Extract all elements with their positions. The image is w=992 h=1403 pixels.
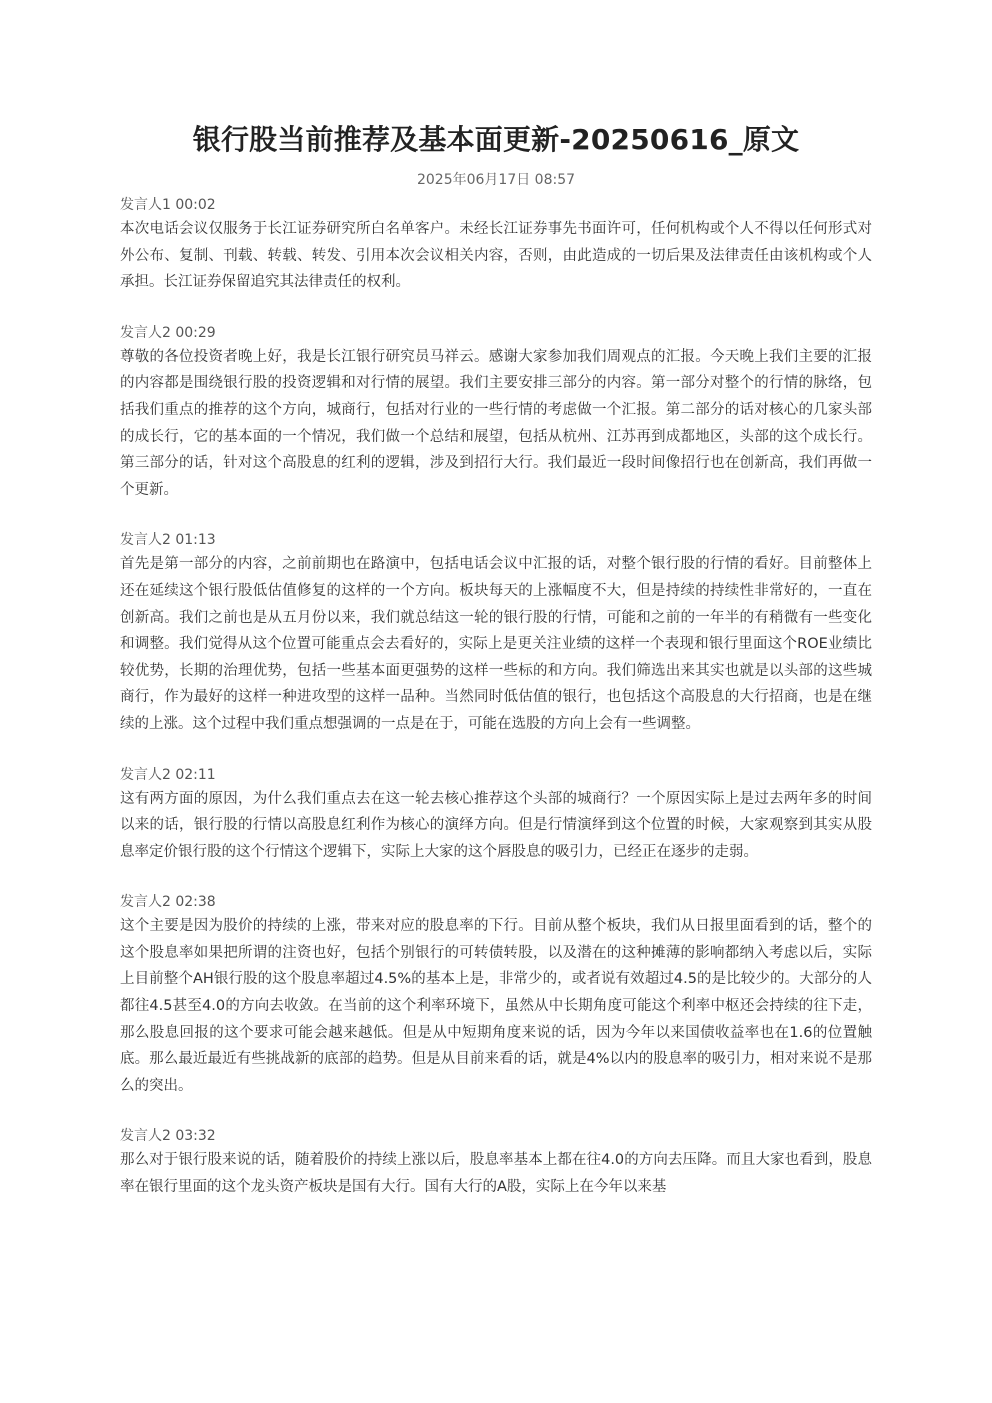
segment-text: 尊敬的各位投资者晚上好，我是长江银行研究员马祥云。感谢大家参加我们周观点的汇报。今天晚上我们主要的汇报的内容都是围绕银行股的投资逻辑和对行情的展望。我们主要安排三部分的内容。第一部分对整个的行情的脉络，包括我们重点的推荐的这个方向，城商行，包括对行业的一些行情的考虑做一个汇报。第二部分的话对核心的几家头部的成长行，它的基本面的一个情况，我们做一个总结和展望，包括从杭州、江苏再到成都地区，头部的这个成长行。第三部分的话，针对这个高股息的红利的逻辑，涉及到招行大行。我们最近一段时间像招行也在创新高，我们再做一个更新。 [120, 348, 872, 498]
segment-text: 首先是第一部分的内容，之前前期也在路演中，包括电话会议中汇报的话，对整个银行股的行情的看好。目前整体上还在延续这个银行股低估值修复的这样的一个方向。板块每天的上涨幅度不大，但是持续的持续性非常好的，一直在创新高。我们之前也是从五月份以来，我们就总结这一轮的银行股的行情，可能和之前的一年半的有稍微有一些变化和调整。我们觉得从这个位置可能重点会去看好的，实际上是更关注业绩的这样一个表现和银行里面这个ROE业绩比较优势，长期的治理优势，包括一些基本面更强势的这样一些标的和方向。我们筛选出来其实也就是以头部的这些城商行，作为最好的这样一种进攻型的这样一品种。当然同时低估值的银行，也包括这个高股息的大行招商，也是在继续的上涨。这个过程中我们重点想强调的一点是在于，可能在选股的方向上会有一些调整。 [120, 556, 872, 732]
segment-text: 这个主要是因为股价的持续的上涨，带来对应的股息率的下行。目前从整个板块，我们从日报里面看到的话，整个的这个股息率如果把所谓的注资也好，包括个别银行的可转债转股，以及潜在的这种摊薄的影响都纳入考虑以后，实际上目前整个AH银行股的这个股息率超过4.5%的基本上是，非常少的，或者说有效超过4.5的是比较少的。大部分的人都往4.5甚至4.0的方向去收敛。在当前的这个利率环境下，虽然从中长期角度可能这个利率中枢还会持续的往下走，那么股息回报的这个要求可能会越来越低。但是从中短期角度来说的话，因为今年以来国债收益率也在1.6的位置触底。那么最近最近有些挑战新的底部的趋势。但是从目前来看的话，就是4%以内的股息率的吸引力，相对来说不是那么的突出。 [120, 918, 872, 1094]
transcript-segment [120, 891, 872, 1099]
speaker-timestamp: 发言人2 02:38 [120, 894, 216, 911]
speaker-timestamp: 发言人2 01:13 [120, 532, 216, 549]
speaker-timestamp: 发言人2 02:11 [120, 766, 216, 783]
speaker-timestamp: 发言人1 00:02 [120, 197, 216, 213]
transcript-segment [120, 194, 872, 296]
speaker-timestamp: 发言人2 00:29 [120, 324, 216, 341]
transcript-segment [120, 764, 872, 866]
segment-text: 本次电话会议仅服务于长江证券研究所白名单客户。未经长江证券事先书面许可，任何机构或个人不得以任何形式对外公布、复制、刊载、转载、转发、引用本次会议相关内容，否则，由此造成的一切后果及法律责任由该机构或个人承担。长江证券保留追究其法律责任的权利。 [120, 221, 872, 291]
document-title: 银行股当前推荐及基本面更新-20250616_原文 [192, 123, 800, 156]
transcript-segment [120, 1125, 872, 1200]
speaker-timestamp: 发言人2 03:32 [120, 1128, 216, 1145]
transcript-body [120, 194, 872, 1201]
segment-text: 那么对于银行股来说的话，随着股价的持续上涨以后，股息率基本上都在往4.0的方向去压降。而且大家也看到，股息率在银行里面的这个龙头资产板块是国有大行。国有大行的A股，实际上在今年以来基 [120, 1152, 872, 1196]
segment-text: 这有两方面的原因，为什么我们重点去在这一轮去核心推荐这个头部的城商行？一个原因实际上是过去两年多的时间以来的话，银行股的行情以高股息红利作为核心的演绎方向。但是行情演绎到这个位置的时候，大家观察到其实从股息率定价银行股的这个行情这个逻辑下，实际上大家的这个唇股息的吸引力，已经正在逐步的走弱。 [120, 790, 872, 860]
transcript-segment [120, 529, 872, 737]
transcript-segment [120, 322, 872, 504]
document-date: 2025年06月17日 08:57 [416, 172, 576, 188]
